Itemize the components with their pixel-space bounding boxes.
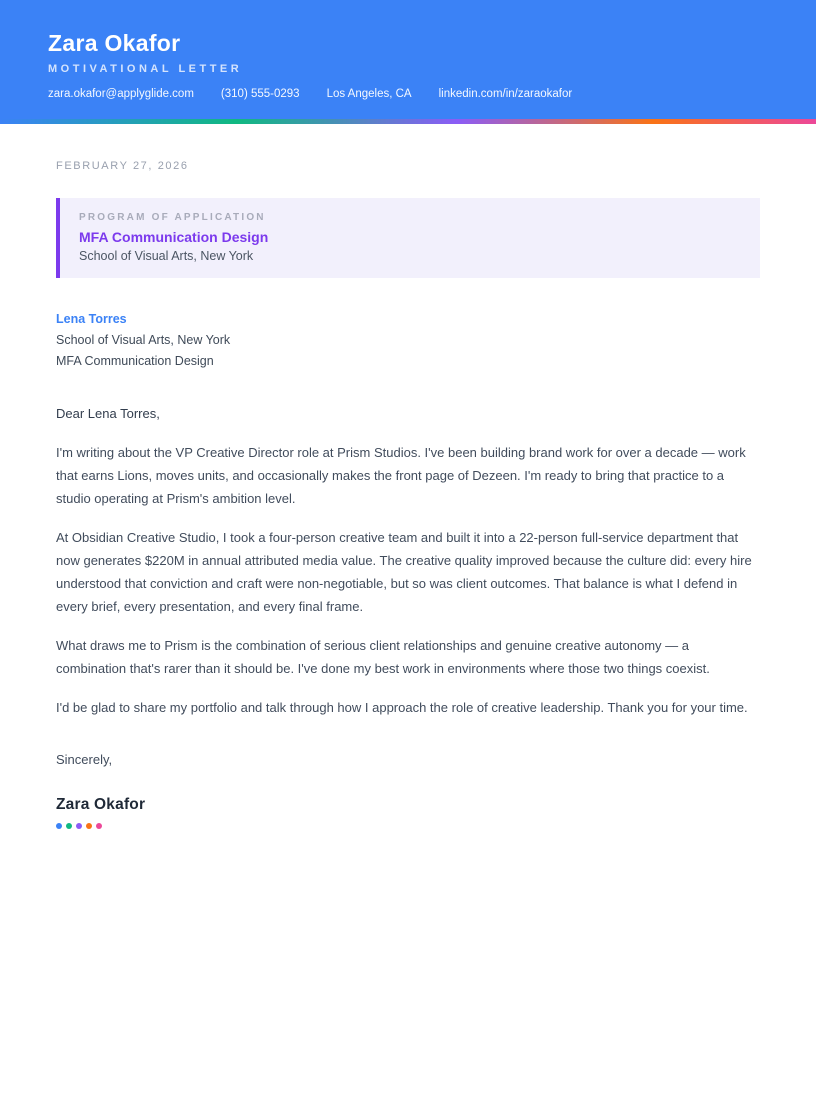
letter-paragraph-4: I'd be glad to share my portfolio and talk through how I approach the role of creative leadership. Thank you for your time. [56,700,748,715]
program-callout [56,198,760,278]
signature-dot [86,823,92,829]
letter-paragraph-3: What draws me to Prism is the combination of serious client relationships and genuine creative autonomy — a combination that's rarer than it should be. I've done my best work in environments where those two things coexist. [56,638,710,676]
program-institution: School of Visual Arts, New York [79,249,254,263]
letter-header [0,0,816,119]
signature-dot [66,823,72,829]
contact-phone: (310) 555-0293 [220,88,300,101]
recipient-institution: School of Visual Arts, New York [56,333,231,347]
contact-email: zara.okafor@applyglide.com [48,88,194,101]
document-type: MOTIVATIONAL LETTER [48,63,243,76]
signature-dots [56,823,760,829]
salutation: Dear Lena Torres, [56,406,160,421]
closing: Sincerely, [56,752,113,767]
signature-dot [76,823,82,829]
letter-body [56,124,760,829]
contact-row [48,88,768,100]
recipient-name: Lena Torres [56,312,127,326]
signature-dot [56,823,62,829]
letter-date: FEBRUARY 27, 2026 [56,160,189,172]
contact-linkedin: linkedin.com/in/zaraokafor [438,88,573,101]
recipient-program: MFA Communication Design [56,354,214,368]
signature-dot [96,823,102,829]
contact-location: Los Angeles, CA [326,88,412,101]
author-name: Zara Okafor [48,30,181,56]
signature-name: Zara Okafor [56,796,146,813]
program-title: MFA Communication Design [79,229,269,245]
letter-paragraph-1: I'm writing about the VP Creative Director role at Prism Studios. I've been building brand work for over a decade — work that earns Lions, moves units, and occasionally makes the front page of Dezeen. I'm ready to bring that practice to a studio operating at Prism's ambition level. [56,445,746,506]
letter-paragraph-2: At Obsidian Creative Studio, I took a four-person creative team and built it into a 22-person full-service department that now generates $220M in annual attributed media value. The creative quality improved because the culture did: every hire understood that conviction and craft were non-negotiable, but so was client outcomes. That balance is what I defend in every brief, every presentation, and every final frame. [56,530,752,614]
program-label: PROGRAM OF APPLICATION [79,212,266,223]
recipient-block [56,309,760,372]
